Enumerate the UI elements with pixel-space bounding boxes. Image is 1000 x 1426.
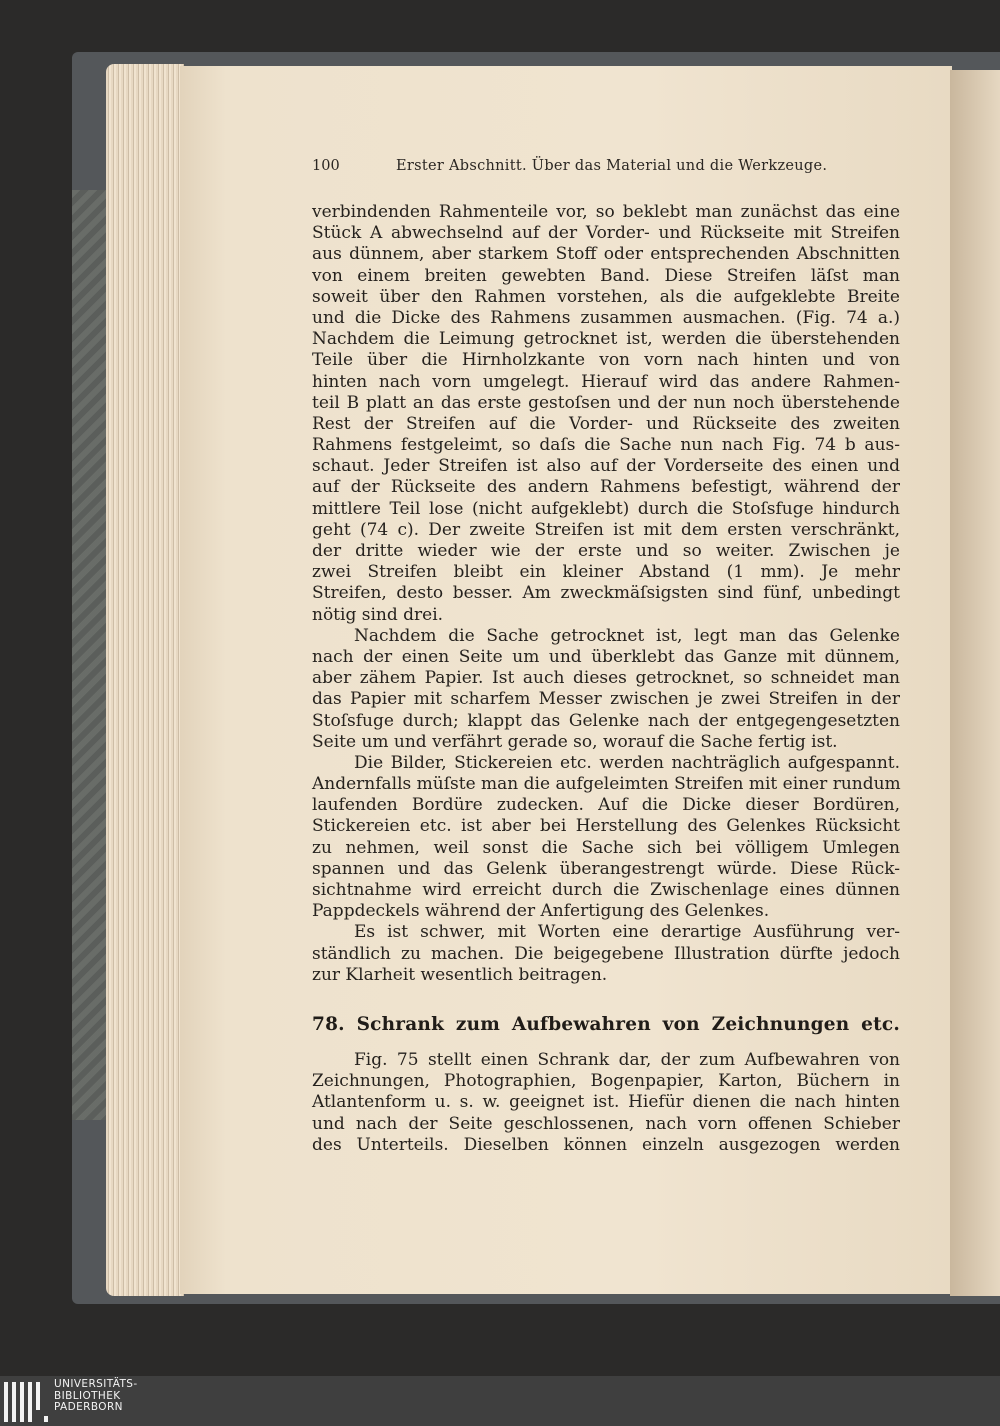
text-line: spannen und das Gelenk überangestrengt würde. Diese Rück-	[312, 858, 900, 879]
text-line: Stück A abwechselnd auf der Vorder- und Rückseite mit Streifen	[312, 223, 900, 244]
text-line: Stoſsfuge durch; klappt das Gelenke nach der entgegengesetzten	[312, 710, 900, 731]
text-line: zwei Streifen bleibt ein kleiner Abstand (1 mm). Je mehr	[312, 562, 900, 583]
text-line: Pappdeckels während der Anfertigung des Gelenkes.	[312, 901, 770, 922]
text-line: Stickereien etc. ist aber bei Herstellung des Gelenkes Rücksicht	[312, 816, 900, 837]
text-line: geht (74 c). Der zweite Streifen ist mit dem ersten verschränkt,	[312, 519, 900, 540]
logo-line: BIBLIOTHEK	[54, 1389, 121, 1402]
text-line: Zeichnungen, Photographien, Bogenpapier, Karton, Büchern in	[312, 1071, 900, 1092]
text-line: Es ist schwer, mit Worten eine derartige Ausführung ver-	[354, 922, 900, 943]
text-line: Rahmens festgeleimt, so daſs die Sache nun nach Fig. 74 b aus-	[312, 435, 900, 456]
text-line: hinten nach vorn umgelegt. Hierauf wird das andere Rahmen-	[312, 371, 900, 392]
text-line: des Unterteils. Dieselben können einzeln ausgezogen werden	[312, 1134, 900, 1155]
text-line: Nachdem die Sache getrocknet ist, legt man das Gelenke	[354, 625, 900, 646]
section-body-text	[312, 1050, 900, 1156]
text-line: Nachdem die Leimung getrocknet ist, werden die überstehenden	[312, 329, 900, 350]
text-line: teil B platt an das erste gestoſsen und der nun noch überstehende	[312, 392, 900, 413]
logo-line: UNIVERSITÄTS-	[54, 1378, 138, 1390]
text-line: von einem breiten gewebten Band. Diese Streifen läſst man	[312, 265, 900, 286]
running-title: Erster Abschnitt. Über das Material und die Werkzeuge.	[396, 158, 828, 174]
text-line: sichtnahme wird erreicht durch die Zwischenlage eines dünnen	[312, 880, 900, 900]
text-line: zur Klarheit wesentlich beitragen.	[312, 964, 608, 985]
text-line: und nach der Seite geschlossenen, nach vorn offenen Schieber	[312, 1113, 900, 1134]
text-line: soweit über den Rahmen vorstehen, als die aufgeklebte Breite	[312, 286, 900, 307]
text-line: der dritte wieder wie der erste und so weiter. Zwischen je	[312, 541, 900, 561]
text-line: Rest der Streifen auf die Vorder- und Rückseite des zweiten	[312, 413, 900, 434]
library-footer	[0, 1376, 1000, 1426]
logo-line: PADERBORN	[54, 1401, 123, 1413]
text-line: Fig. 75 stellt einen Schrank dar, der zum Aufbewahren von	[354, 1050, 900, 1070]
text-line: verbindenden Rahmenteile vor, so beklebt man zunächst das eine	[312, 202, 900, 222]
text-line: auf der Rückseite des andern Rahmens befestigt, während der	[312, 477, 900, 498]
text-line: Seite um und verfährt gerade so, worauf die Sache fertig ist.	[312, 731, 838, 752]
page-edges	[106, 64, 184, 1296]
text-line: und die Dicke des Rahmens zusammen ausmachen. (Fig. 74 a.)	[312, 307, 900, 328]
running-header	[312, 158, 902, 182]
facing-page-edge	[950, 70, 1000, 1296]
page-number: 100	[312, 158, 340, 174]
library-logo-icon	[4, 1382, 50, 1422]
text-line: laufenden Bordüre zudecken. Auf die Dicke dieser Bordüren,	[312, 795, 900, 816]
body-text	[312, 202, 900, 986]
section-heading: 78. Schrank zum Aufbewahren von Zeichnungen etc.	[312, 1014, 900, 1035]
library-logo-text	[54, 1379, 164, 1414]
text-line: aus dünnem, aber starkem Stoff oder entsprechenden Abschnitten	[312, 244, 900, 265]
text-line: ständlich zu machen. Die beigegebene Illustration dürfte jedoch	[312, 943, 900, 964]
text-line: Andernfalls müſste man die aufgeleimten Streifen mit einer rundum	[312, 774, 901, 795]
text-line: nach der einen Seite um und überklebt das Ganze mit dünnem,	[312, 646, 900, 667]
text-line: Atlantenform u. s. w. geeignet ist. Hiefür dienen die nach hinten	[312, 1092, 900, 1113]
text-line: zu nehmen, weil sonst die Sache sich bei völligem Umlegen	[312, 837, 900, 858]
text-line: aber zähem Papier. Ist auch dieses getrocknet, so schneidet man	[312, 668, 900, 689]
text-line: schaut. Jeder Streifen ist also auf der Vorderseite des einen und	[312, 456, 900, 477]
text-line: Teile über die Hirnholzkante von vorn nach hinten und von	[312, 350, 900, 371]
text-line: mittlere Teil lose (nicht aufgeklebt) durch die Stoſsfuge hindurch	[312, 498, 900, 519]
text-line: das Papier mit scharfem Messer zwischen je zwei Streifen in der	[312, 689, 900, 710]
text-line: Die Bilder, Stickereien etc. werden nachträglich aufgespannt.	[354, 752, 900, 773]
text-line: nötig sind drei.	[312, 604, 444, 625]
marbled-cover-edge	[72, 190, 108, 1120]
text-line: Streifen, desto besser. Am zweckmäſsigsten sind fünf, unbedingt	[312, 583, 900, 604]
